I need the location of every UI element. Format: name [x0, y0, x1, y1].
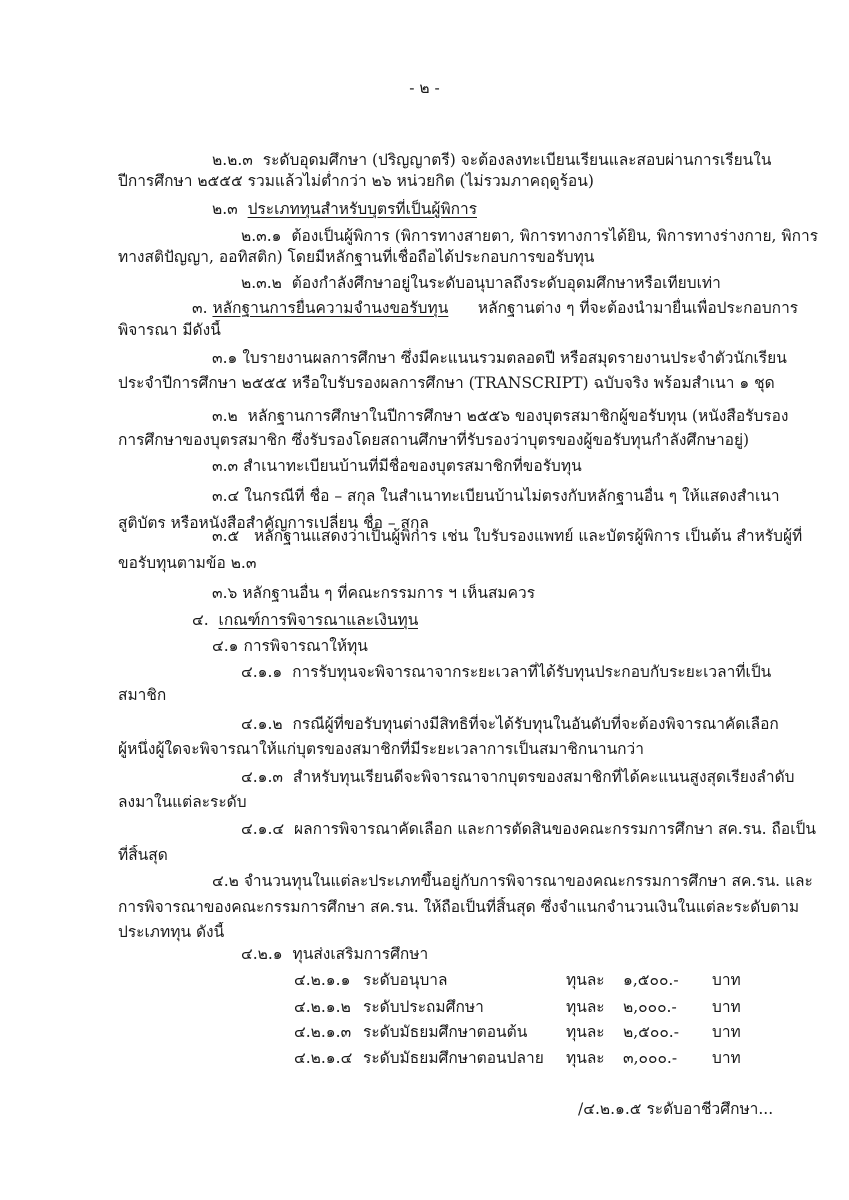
clause-2-3-1-cont: ทางสติปัญญา, ออทิสติก) โดยมีหลักฐานที่เชื่อถือได้ประกอบการขอรับทุน: [118, 248, 595, 266]
section-heading: หลักฐานการยื่นความจำนงขอรับทุน: [212, 299, 449, 317]
clause-text: ใบรายงานผลการศึกษา ซึ่งมีคะแนนรวมตลอดปี หรือสมุดรายงานประจำตัวนักเรียน: [242, 349, 787, 367]
fee-amount: ๒,๕๐๐.-: [623, 1023, 679, 1041]
clause-text: ต้องเป็นผู้พิการ (พิการทางสายตา, พิการทางการได้ยิน, พิการทางร่างกาย, พิการ: [291, 227, 819, 245]
clause-4-1-3-cont: ลงมาในแต่ละระดับ: [118, 793, 247, 811]
clause-4-1-2: [241, 714, 779, 734]
clause-number: ๒.๓.๒: [241, 274, 282, 292]
clause-4-2-cont2: ประเภททุน ดังนี้: [118, 923, 225, 941]
clause-text: การรับทุนจะพิจารณาจากระยะเวลาที่ได้รับทุนประกอบกับระยะเวลาที่เป็น: [292, 663, 772, 681]
clause-number: ๔.๑.๑: [241, 663, 283, 681]
clause-4-2-cont1: การพิจารณาของคณะกรรมการศึกษา สค.รน. ให้ถือเป็นที่สิ้นสุด ซึ่งจำแนกจำนวนเงินในแต่ละระดับตาม: [118, 898, 800, 916]
section-3: [192, 298, 798, 318]
section-4: [192, 610, 418, 630]
clause-3-3: [212, 456, 582, 476]
section-heading: เกณฑ์การพิจารณาและเงินทุน: [218, 611, 419, 629]
clause-number: ๔.๑.๓: [241, 768, 284, 786]
section-number: ๔.: [192, 611, 209, 629]
clause-number: ๔.๑.๒: [241, 715, 283, 733]
fee-unit: บาท: [712, 971, 741, 989]
clause-number: ๓.๓: [212, 457, 239, 475]
page-number: - ๒ -: [409, 79, 440, 97]
fee-per: ทุนละ: [566, 1023, 605, 1041]
clause-3-5-cont: ขอรับทุนตามข้อ ๒.๓: [118, 554, 257, 572]
fee-amount: ๓,๐๐๐.-: [623, 1049, 678, 1067]
section-text: หลักฐานต่าง ๆ ที่จะต้องนำมายื่นเพื่อประกอบการ: [477, 299, 799, 317]
fee-number: ๔.๒.๑.๑: [294, 971, 351, 989]
clause-text: การพิจารณาให้ทุน: [243, 637, 368, 655]
clause-2-2-3: [212, 150, 771, 170]
fee-amount: ๑,๕๐๐.-: [623, 971, 679, 989]
fee-unit: บาท: [712, 998, 741, 1016]
fee-unit: บาท: [712, 1049, 741, 1067]
fee-level: ระดับประถมศึกษา: [363, 998, 484, 1016]
clause-3-4: [212, 486, 780, 506]
clause-number: ๔.๒.๑: [241, 945, 283, 963]
fee-level: ระดับอนุบาล: [363, 971, 448, 989]
clause-4-1-1: [241, 662, 771, 682]
fee-per: ทุนละ: [566, 1049, 605, 1067]
clause-2-3-2: [241, 273, 721, 293]
clause-text: หลักฐานแสดงว่าเป็นผู้พิการ เช่น ใบรับรองแพทย์ และบัตรผู้พิการ เป็นต้น สำหรับผู้ที่: [254, 527, 803, 545]
clause-3-1: [212, 348, 787, 368]
clause-3-5: [212, 526, 802, 546]
fee-unit: บาท: [712, 1023, 741, 1041]
clause-4-1-3: [241, 767, 794, 787]
fee-row: [0, 1022, 849, 1042]
section-heading: ประเภททุนสำหรับบุตรที่เป็นผู้พิการ: [247, 200, 478, 218]
fee-number: ๔.๒.๑.๒: [294, 998, 351, 1016]
clause-4-2: [212, 871, 813, 891]
fee-per: ทุนละ: [566, 998, 605, 1016]
clause-text: ระดับอุดมศึกษา (ปริญญาตรี) จะต้องลงทะเบียนเรียนและสอบผ่านการเรียนใน: [262, 151, 772, 169]
clause-4-1-2-cont: ผู้หนึ่งผู้ใดจะพิจารณาให้แก่บุตรของสมาชิกที่มีระยะเวลาการเป็นสมาชิกนานกว่า: [118, 740, 644, 758]
clause-2-2-3-cont: ปีการศึกษา ๒๕๕๕ รวมแล้วไม่ต่ำกว่า ๒๖ หน่วยกิต (ไม่รวมภาคฤดูร้อน): [118, 172, 594, 190]
clause-text: จำนวนทุนในแต่ละประเภทขึ้นอยู่กับการพิจารณาของคณะกรรมการศึกษา สค.รน. และ: [243, 872, 813, 890]
clause-number: ๓.๕: [212, 527, 240, 545]
clause-4-2-1: [241, 944, 428, 964]
clause-3-2-cont: การศึกษาของบุตรสมาชิก ซึ่งรับรองโดยสถานศึกษาที่รับรองว่าบุตรของผู้ขอรับทุนกำลังศึกษาอยู่): [118, 431, 750, 449]
fee-row: [0, 997, 849, 1017]
clause-text: หลักฐานการศึกษาในปีการศึกษา ๒๕๕๖ ของบุตรสมาชิกผู้ขอรับทุน (หนังสือรับรอง: [247, 407, 789, 425]
clause-3-6: [212, 583, 535, 603]
fee-per: ทุนละ: [566, 971, 605, 989]
clause-number: ๔.๒: [212, 872, 239, 890]
clause-number: ๓.๑: [212, 349, 238, 367]
clause-text: กรณีผู้ที่ขอรับทุนต่างมีสิทธิที่จะได้รับทุนในอันดับที่จะต้องพิจารณาคัดเลือก: [292, 715, 779, 733]
fee-amount: ๒,๐๐๐.-: [623, 998, 677, 1016]
clause-4-1-4-cont: ที่สิ้นสุด: [118, 846, 168, 864]
clause-number: ๒.๓.๑: [241, 227, 282, 245]
clause-number: ๓.๔: [212, 487, 240, 505]
section-2-3: [212, 199, 477, 219]
clause-number: ๓.๖: [212, 584, 238, 602]
continuation-note: /๔.๒.๑.๕ ระดับอาชีวศึกษา...: [578, 1100, 774, 1118]
section-3-cont: พิจารณา มีดังนี้: [118, 321, 221, 339]
fee-row: [0, 1048, 849, 1068]
clause-3-4-cont: สูติบัตร หรือหนังสือสำคัญการเปลี่ยน ชื่อ – สกุล: [118, 514, 429, 532]
clause-text: หลักฐานอื่น ๆ ที่คณะกรรมการ ฯ เห็นสมควร: [242, 584, 536, 602]
fee-number: ๔.๒.๑.๔: [294, 1049, 353, 1067]
fee-level: ระดับมัธยมศึกษาตอนต้น: [363, 1023, 528, 1041]
clause-4-1-1-cont: สมาชิก: [118, 686, 167, 704]
clause-text: ผลการพิจารณาคัดเลือก และการตัดสินของคณะกรรมการศึกษา สค.รน. ถือเป็น: [294, 820, 816, 838]
clause-number: ๔.๑.๔: [241, 820, 285, 838]
clause-number: ๒.๒.๓: [212, 151, 253, 169]
clause-text: ต้องกำลังศึกษาอยู่ในระดับอนุบาลถึงระดับอุดมศึกษาหรือเทียบเท่า: [291, 274, 721, 292]
clause-4-1-4: [241, 819, 816, 839]
clause-text: สำเนาทะเบียนบ้านที่มีชื่อของบุตรสมาชิกที่ขอรับทุน: [243, 457, 582, 475]
fee-row: [0, 970, 849, 990]
clause-4-1: [212, 636, 368, 656]
clause-3-1-cont: ประจำปีการศึกษา ๒๕๕๕ หรือใบรับรองผลการศึกษา (TRANSCRIPT) ฉบับจริง พร้อมสำเนา ๑ ชุด: [118, 374, 775, 392]
clause-3-2: [212, 406, 789, 426]
clause-text: ทุนส่งเสริมการศึกษา: [292, 945, 429, 963]
clause-number: ๔.๑: [212, 637, 239, 655]
clause-2-3-1: [241, 226, 818, 246]
fee-number: ๔.๒.๑.๓: [294, 1023, 352, 1041]
clause-number: ๓.๒: [212, 407, 238, 425]
section-number: ๓.: [192, 299, 208, 317]
clause-text: สำหรับทุนเรียนดีจะพิจารณาจากบุตรของสมาชิกที่ได้คะแนนสูงสุดเรียงลำดับ: [292, 768, 795, 786]
clause-text: ในกรณีที่ ชื่อ – สกุล ในสำเนาทะเบียนบ้านไม่ตรงกับหลักฐานอื่น ๆ ให้แสดงสำเนา: [244, 487, 780, 505]
section-number: ๒.๓: [212, 200, 238, 218]
fee-level: ระดับมัธยมศึกษาตอนปลาย: [363, 1049, 544, 1067]
